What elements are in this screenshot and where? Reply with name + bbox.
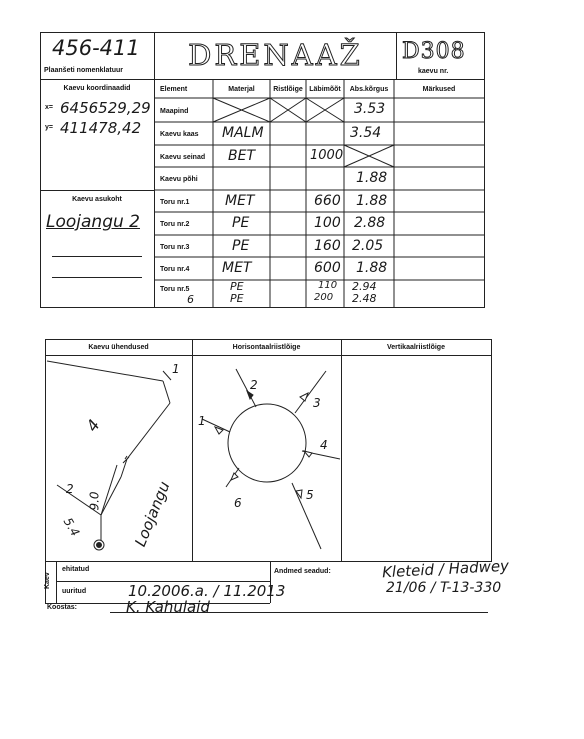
location-label: Kaevu asukoht bbox=[72, 196, 122, 203]
page-title: DRENAAŽ bbox=[188, 38, 363, 72]
data-source-label: Andmed seadud: bbox=[274, 568, 331, 575]
col-header-element: Element bbox=[160, 86, 188, 93]
sketch-label-2: 2 bbox=[66, 482, 74, 496]
map-sheet-label: Plaanšeti nomenklatuur bbox=[44, 67, 123, 74]
height-toru-2: 2.88 bbox=[354, 215, 386, 231]
lower-right-border bbox=[491, 339, 492, 561]
diameter-seinad: 1000 bbox=[310, 148, 344, 163]
material-toru-5: PE bbox=[230, 280, 244, 293]
row-label-maapind: Maapind bbox=[160, 108, 189, 115]
material-toru-1: MET bbox=[225, 193, 255, 209]
material-toru-3: PE bbox=[232, 238, 250, 254]
row-label-toru-1: Toru nr.1 bbox=[160, 199, 190, 206]
data-source-value-2: 21/06 / T-13-330 bbox=[386, 580, 502, 596]
sketch-label-5: 5.4 bbox=[60, 515, 83, 539]
x-prefix: x= bbox=[45, 104, 53, 111]
built-label: ehitatud bbox=[62, 566, 90, 573]
row-label-toru-6: 6 bbox=[187, 293, 194, 306]
sketch-street-label: Loojangu bbox=[131, 478, 174, 550]
section-connections: Kaevu ühendused bbox=[88, 344, 149, 351]
row-label-toru-5: Toru nr.5 bbox=[160, 286, 190, 293]
diameter-toru-6: 200 bbox=[314, 292, 334, 303]
y-coordinate: 411478,42 bbox=[60, 119, 142, 137]
coordinates-label: Kaevu koordinaadid bbox=[63, 85, 131, 92]
height-toru-6: 2.48 bbox=[352, 292, 377, 305]
material-seinad: BET bbox=[228, 148, 256, 164]
row-label-toru-4: Toru nr.4 bbox=[160, 266, 190, 273]
measured-label: uuritud bbox=[62, 588, 87, 595]
height-toru-4: 1.88 bbox=[356, 260, 388, 276]
sketch-label-1: 1 bbox=[172, 362, 180, 376]
measured-value: 10.2006.a. / 11.2013 bbox=[128, 582, 286, 600]
diameter-toru-5: 110 bbox=[318, 280, 338, 291]
sketch-label-4: 4 bbox=[82, 415, 104, 436]
height-pohi: 1.88 bbox=[356, 170, 388, 186]
col-header-diameter: Läbimõõt bbox=[309, 86, 341, 93]
cross-label-5: 5 bbox=[306, 488, 314, 502]
x-coordinate: 6456529,29 bbox=[60, 99, 151, 117]
height-toru-5: 2.94 bbox=[352, 280, 377, 293]
sketch-label-9: 9.0 bbox=[87, 491, 102, 511]
compiled-label: Koostas: bbox=[47, 604, 77, 611]
well-number-label: kaevu nr. bbox=[418, 68, 449, 75]
sketch-divider-2 bbox=[341, 339, 342, 561]
row-label-kaevu-pohi: Kaevu põhi bbox=[160, 176, 198, 183]
col-header-material: Materjal bbox=[228, 86, 255, 93]
location-value: Loojangu 2 bbox=[46, 212, 140, 232]
cross-label-1: 1 bbox=[198, 414, 206, 428]
cross-label-3: 3 bbox=[313, 396, 321, 410]
well-number-value: D308 bbox=[402, 39, 466, 64]
height-toru-3: 2.05 bbox=[352, 238, 384, 254]
height-kaas: 3.54 bbox=[350, 125, 382, 141]
data-source-value-1: Kleteid / Hadwey bbox=[381, 556, 510, 582]
material-toru-2: PE bbox=[232, 215, 250, 231]
cross-label-4: 4 bbox=[320, 438, 328, 452]
footer-side-divider bbox=[56, 561, 57, 603]
compiled-value: K. Kahulaid bbox=[126, 598, 210, 616]
cross-label-2: 2 bbox=[250, 378, 258, 392]
row-label-toru-3: Toru nr.3 bbox=[160, 244, 190, 251]
footer-side-label: Kaev bbox=[44, 572, 51, 589]
col-header-cross-section: Ristlõige bbox=[273, 86, 303, 93]
diameter-toru-4: 600 bbox=[314, 260, 341, 276]
material-toru-6: PE bbox=[230, 292, 244, 305]
material-kaas: MALM bbox=[222, 125, 264, 141]
section-vertical: Vertikaalriistlõige bbox=[387, 344, 445, 351]
row-label-kaevu-seinad: Kaevu seinad bbox=[160, 154, 206, 161]
horizontal-cross-section bbox=[192, 355, 341, 561]
height-toru-1: 1.88 bbox=[356, 193, 388, 209]
cross-label-6: 6 bbox=[234, 496, 242, 510]
row-label-kaevu-kaas: Kaevu kaas bbox=[160, 131, 199, 138]
diameter-toru-2: 100 bbox=[314, 215, 341, 231]
material-toru-4: MET bbox=[222, 260, 252, 276]
col-header-abs-height: Abs.kõrgus bbox=[349, 86, 389, 93]
row-label-toru-2: Toru nr.2 bbox=[160, 221, 190, 228]
diameter-toru-3: 160 bbox=[314, 238, 341, 254]
y-prefix: y= bbox=[45, 124, 53, 131]
map-sheet-value: 456-411 bbox=[52, 36, 140, 60]
lower-top-border bbox=[45, 339, 492, 340]
col-header-notes: Märkused bbox=[422, 86, 456, 93]
diameter-toru-1: 660 bbox=[314, 193, 341, 209]
height-maapind: 3.53 bbox=[354, 101, 386, 117]
section-horizontal: Horisontaalriistlõige bbox=[232, 344, 301, 351]
